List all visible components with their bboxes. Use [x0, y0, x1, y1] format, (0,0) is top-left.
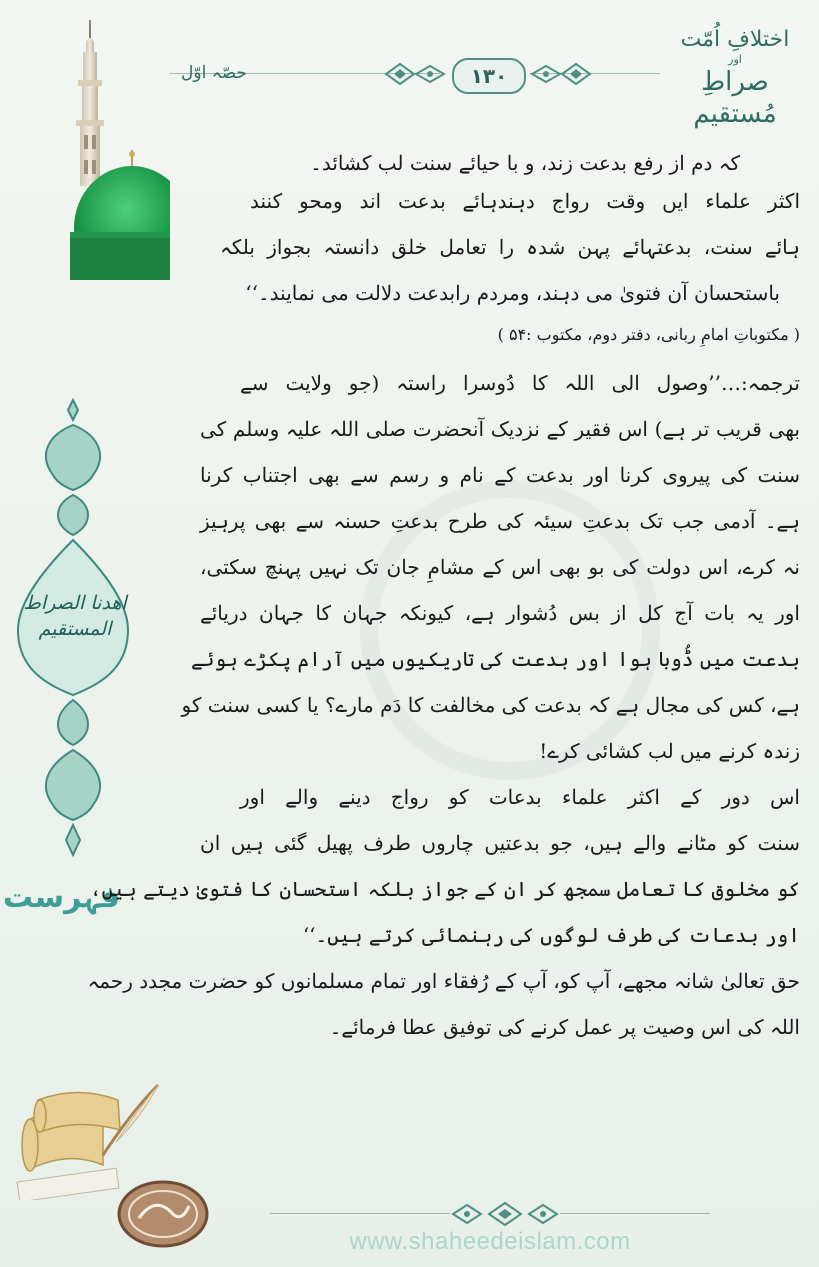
body-line: ہے۔ آدمی جب تک بدعتِ سیئہ کی طرح بدعتِ حسنہ سے بھی پرہیز	[200, 509, 800, 533]
body-line: ترجمہ:…’’وصول الی اللہ کا دُوسرا راستہ (جو ولایت سے	[240, 371, 800, 395]
body-line: سنت کو مٹانے والے ہیں، جو بدعتیں چاروں طرف پھیل گئی ہیں ان	[200, 831, 800, 855]
body-line: ہے، کس کی مجال ہے کہ بدعت کی مخالفت کا دَم مارے؟ یا کسی سنت کو	[181, 693, 800, 717]
header-ornament-right	[526, 60, 596, 88]
book-title-line2: اور	[728, 53, 742, 66]
body-line: اور یہ بات آج کل از بس دُشوار ہے، کیونکہ جہان کا جہان دریائے	[200, 601, 800, 625]
page-number: ۱۳۰	[452, 58, 526, 94]
body-line: اکثر علماء ایں وقت رواج دہندہائے بدعت اند ومحو کنند	[250, 189, 800, 213]
header-ornament-left	[380, 60, 450, 88]
site-seal-logo[interactable]	[115, 1178, 210, 1250]
part-label: حصّہ اوّل	[181, 63, 247, 83]
website-url[interactable]: www.shaheedeislam.com	[349, 1228, 631, 1255]
mosque-dome-illustration	[30, 20, 170, 280]
body-line: باستحسان آن فتویٰ می دہند، ومردم رابدعت دلالت می نمایند۔‘‘	[245, 281, 780, 305]
body-line: کو مخلوق کا تعامل سمجھ کر ان کے جواز بلکہ استحسان کا فتویٰ دیتے ہیں،	[89, 877, 800, 901]
body-line: ہائے سنت، بدعتہائے پہن شدہ را تعامل خلق دانستہ بجواز بلکہ	[220, 235, 800, 259]
body-line: سنت کی پیروی کرنا اور بدعت کے نام و رسم سے بھی اجتناب کرنا	[200, 463, 800, 487]
body-line: بھی قریب تر ہے) اس فقیر کے نزدیک آنحضرت صلی اللہ علیہ وسلم کی	[200, 417, 800, 441]
book-title-line1: اختلافِ اُمّت	[680, 27, 790, 52]
side-ornament-calligraphy: اھدنا الصراط المستقیم	[23, 592, 127, 640]
reference-citation: ( مکتوباتِ امامِ ربانی، دفتر دوم، مکتوب :۵۴ )	[497, 325, 800, 344]
footer-rule-right	[560, 1213, 710, 1214]
body-line: اللہ کی اس وصیت پر عمل کرنے کی توفیق عطا فرمائے۔	[329, 1015, 800, 1039]
body-line: نہ کرے، اس دولت کی بو بھی اس کے مشامِ جان تک نہیں پہنچ سکتی،	[200, 555, 800, 579]
body-line: کہ دم از رفع بدعت زند، و با حیائے سنت لب کشائد۔	[310, 151, 740, 175]
contents-link[interactable]: فہرست	[2, 880, 120, 915]
book-title-line3: صراطِ مُستقیم	[693, 67, 777, 129]
footer-rule-left	[270, 1213, 450, 1214]
body-line: بدعت میں ڈُوبا ہوا اور بدعت کی تاریکیوں میں آرام پکڑے ہوئے	[191, 647, 800, 671]
body-line: اور بدعات کی طرف لوگوں کی رہنمائی کرتے ہیں۔‘‘	[302, 923, 800, 947]
body-line: زندہ کرنے میں لب کشائی کرے!	[539, 739, 800, 763]
book-title-logo	[660, 22, 810, 129]
body-line: اس دور کے اکثر علماء بدعات کو رواج دینے والے اور	[240, 785, 800, 809]
footer-ornament	[445, 1200, 565, 1228]
body-line: حق تعالیٰ شانہ مجھے، آپ کو، آپ کے رُفقاء اور تمام مسلمانوں کو حضرت مجدد رحمہ	[87, 969, 800, 993]
